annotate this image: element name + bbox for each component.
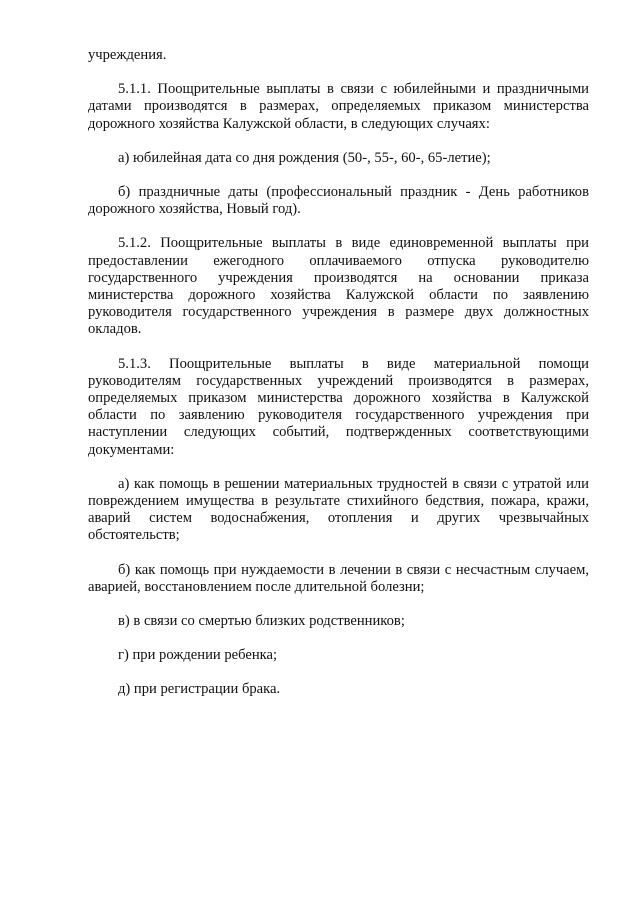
paragraph-5-1-1: 5.1.1. Поощрительные выплаты в связи с юбилейными и праздничными датами производятся в размерах, определяемых приказом министерства дорожного хозяйства Калужской области, в следующих случаях: xyxy=(88,81,589,132)
paragraph-continuation: учреждения. xyxy=(88,47,167,63)
paragraph-5-1-3: 5.1.3. Поощрительные выплаты в виде материальной помощи руководителям государственных учреждений производятся в размерах, определяемых приказом министерства дорожного хозяйства в Калужской области по заявлению руководителя государственного учреждения при наступлении следующих событий, подтвержденных соответствующими документами: xyxy=(88,355,589,458)
list-item-property-damage: а) как помощь в решении материальных трудностей в связи с утратой или повреждением имущества в результате стихийного бедствия, пожара, кражи, аварий систем водоснабжения, отопления и других чрезвычайных обстоятельств; xyxy=(88,475,589,544)
list-item-marriage: д) при регистрации брака. xyxy=(118,681,281,698)
list-item-holidays: б) праздничные даты (профессиональный праздник - День работников дорожного хозяйства, Новый год). xyxy=(88,184,589,218)
list-item-medical-treatment: б) как помощь при нуждаемости в лечении в связи с несчастным случаем, аварией, восстановлением после длительной болезни; xyxy=(88,561,589,595)
paragraph-5-1-2: 5.1.2. Поощрительные выплаты в виде единовременной выплаты при предоставлении ежегодного оплачиваемого отпуска руководителю государственного учреждения производятся на основании приказа министерства дорожного хозяйства Калужской области по заявлению руководителя государственного учреждения в размере двух должностных окладов. xyxy=(88,235,589,338)
list-item-jubilee: а) юбилейная дата со дня рождения (50-, 55-, 60-, 65-летие); xyxy=(118,149,491,166)
list-item-child-birth: г) при рождении ребенка; xyxy=(118,647,278,664)
list-item-relative-death: в) в связи со смертью близких родственников; xyxy=(118,613,405,630)
